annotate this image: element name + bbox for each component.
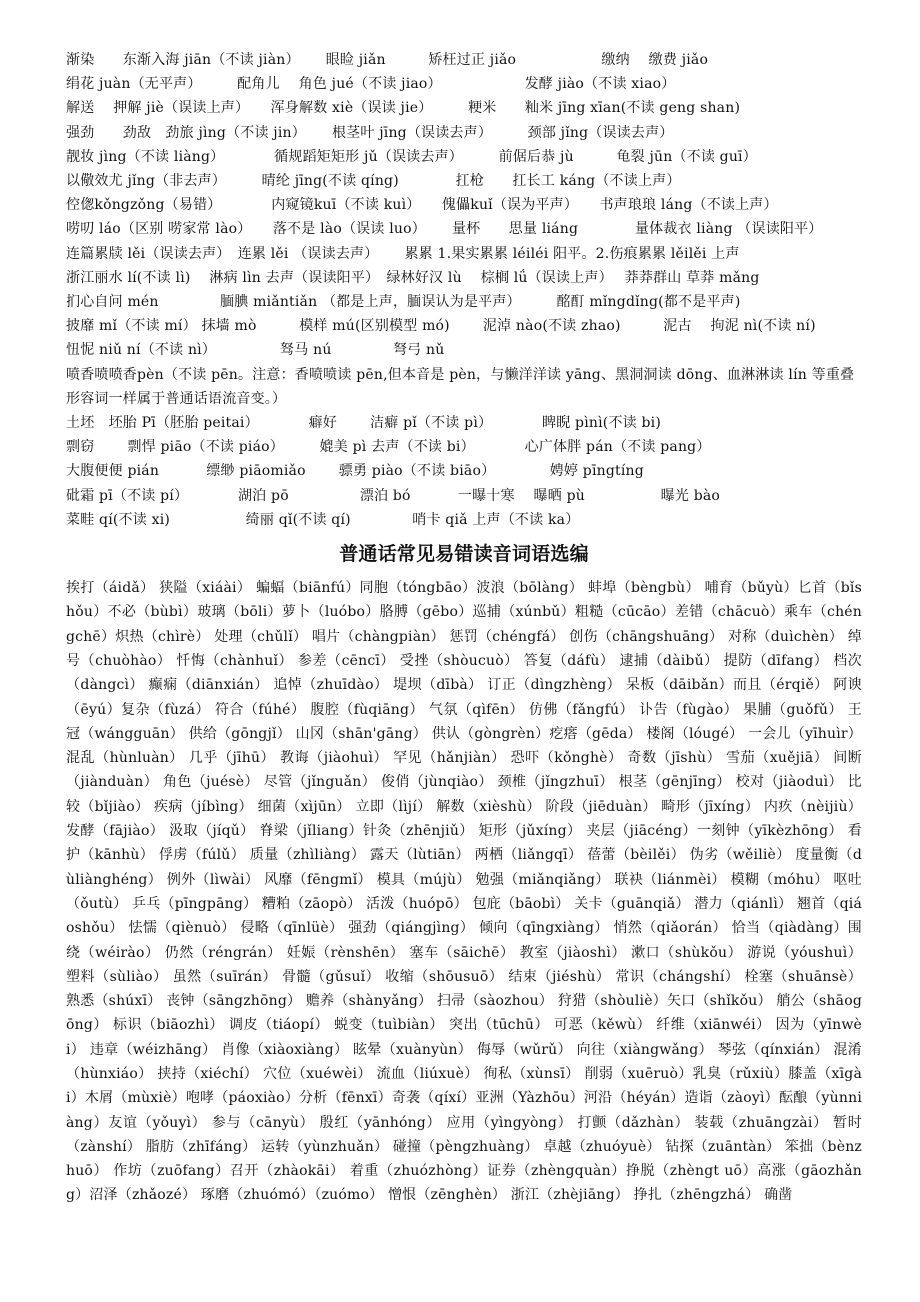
note-line: 忸怩 niǔ ní（不读 nì） 驽马 nú 弩弓 nǔ: [66, 342, 445, 359]
note-line: 扪心自问 mén 腼腆 miǎntiǎn （都是上声，腼误认为是平声） 酩酊 mǐngdǐng(都不是平声): [66, 294, 741, 311]
note-line: 以儆效尤 jǐng（非去声） 晴纶 jīng(不读 qíng) 扛枪 扛长工 káng（不读上声）: [66, 173, 681, 190]
note-line: 剽窃 剽悍 piāo（不读 piáo） 媲美 pì 去声（不读 bi） 心广体胖 pán（不读 pang）: [66, 439, 711, 456]
note-line: 绢花 juàn（无平声） 配角儿 角色 jué（不读 jiao） 发酵 jiào（不读 xiao）: [66, 76, 676, 93]
note-line: 喷香喷喷香pèn（不读 pēn。注意：香喷喷读 pēn,但本音是 pèn，与懒洋洋读 yāng、黑洞洞读 dōng、血淋淋读 lín 等重叠形容词一样属于普通话语流音变。）: [66, 366, 855, 407]
note-line: 砒霜 pī（不读 pí） 湖泊 pō 漂泊 bó 一曝十寒 曝晒 pù 曝光 bào: [66, 487, 721, 504]
note-line: 浙江丽水 lí(不读 lì) 淋病 lìn 去声（误读阳平） 绿林好汉 lù 棕榈 lǘ（误读上声） 莽莽群山 草莽 mǎng: [66, 269, 760, 286]
note-line: 连篇累牍 lěi（误读去声） 连累 lěi （误读去声） 累累 1.果实累累 léiléi 阳平。2.伤痕累累 lěilěi 上声: [66, 245, 740, 262]
section-title: 普通话常见易错读音词语选编: [339, 543, 589, 566]
document-page: [66, 48, 862, 1208]
note-line: 渐染 东渐入海 jiān（不读 jiàn） 眼睑 jiǎn 矫枉过正 jiǎo 缴纳 缴费 jiǎo: [66, 52, 709, 68]
note-line: 靓妆 jìng（不读 liàng） 循规蹈矩矩形 jǔ（误读去声） 前倨后恭 jù 龟裂 jūn（不读 guī）: [66, 148, 757, 165]
note-line: 倥偬kǒngzǒng（易错） 内窥镜kuī（不读 kuì） 傀儡kuǐ（误为平声） 书声琅琅 láng（不读上声）: [66, 197, 778, 214]
note-line: 强劲 劲敌 劲旅 jìng（不读 jin） 根茎叶 jīng（误读去声） 颈部 jǐng（误读去声）: [66, 124, 674, 141]
word-list-paragraph: 挨打（áidǎ） 狭隘（xiáài） 蝙蝠（biānfú）同胞（tóngbāo）波浪（bōlàng） 蚌埠（bèngbù） 哺育（bǔyù）匕首（bǐshǒu）不必（bùbì）玻璃（bōli）萝卜（luóbo）胳膊（gēbo）巡捕（xúnbǔ）粗糙（cūcāo）差错（chācuò）乘车（chéngchē）炽热（chìrè） 处理（chǔlǐ） 唱片（chàngpiàn） 惩罚（chéngfá） 创伤（chāngshuāng） 对称（duìchèn） 绰号（chuòhào） 忏悔（chànhuǐ） 参差（cēncī） 受挫（shòucuò） 答复（dáfù） 逮捕（dàibǔ） 提防（dīfang） 档次（dàngcì） 癫痫（diānxián） 追悼（zhuīdào） 堤坝（dībà） 订正（dìngzhèng） 呆板（dāibǎn）而且（érqiě） 阿谀（ēyú）复杂（fùzá） 符合（fúhé） 腹腔（fùqiāng） 气氛（qìfēn） 仿佛（fǎngfú） 讣告（fùgào） 果脯（guǒfǔ） 王冠（wángguān） 供给（gōngjǐ） 山冈（shān'gāng） 供认（gòngrèn）疙瘩（gēda） 楼阁（lóugé） 一会儿（yīhuìr） 混乱（hùnluàn） 几乎（jīhū） 教诲（jiàohuì） 罕见（hǎnjiàn） 恐吓（kǒnghè） 奇数（jīshù） 雪茄（xuějiā） 间断（jiànduàn） 角色（juésè） 尽管（jǐnguǎn） 俊俏（jùnqiào） 颈椎（jǐngzhuī） 根茎（gēnjīng） 校对（jiàoduì） 比较（bǐjiào） 疾病（jíbìng） 细菌（xìjūn） 立即（lìjí） 解数（xièshù） 阶段（jiēduàn） 畸形（jīxíng） 内疚（nèijiù） 发酵（fājiào） 汲取（jíqǔ） 脊梁（jǐliang）针灸（zhēnjiǔ） 矩形（jǔxíng） 夹层（jiācéng）一刻钟（yīkèzhōng） 看护（kānhù） 俘虏（fúlǔ） 质量（zhìliàng） 露天（lùtiān） 两栖（liǎngqī） 蓓蕾（bèilěi） 伪劣（wěiliè） 度量衡（dùliànghéng） 例外（lìwài） 风靡（fēngmǐ） 模具（mújù） 勉强（miǎnqiǎng） 联袂（liánmèi） 模糊（móhu） 呕吐（ǒutù） 乒乓（pīngpāng） 糟粕（zāopò） 活泼（huópō） 包庇（bāobì） 关卡（guānqiǎ） 潜力（qiánlì） 翘首（qiáoshǒu） 怯懦（qiènuò） 侵略（qīnlüè） 强劲（qiángjìng） 倾向（qīngxiàng） 悄然（qiǎorán） 恰当（qiàdàng）围绕（wéirào） 仍然（réngrán） 妊娠（rènshēn） 塞车（sāichē） 教室（jiàoshì） 漱口（shùkǒu） 游说（yóushuì） 塑料（sùliào） 虽然（suīrán） 骨髓（gǔsuǐ） 收缩（shōusuō） 结束（jiéshù） 常识（chángshí） 栓塞（shuānsè） 熟悉（shúxī） 丧钟（sāngzhōng） 赡养（shànyǎng） 扫帚（sàozhou） 狩猎（shòuliè）矢口（shǐkǒu） 艄公（shāogōng） 标识（biāozhì） 调皮（tiáopí） 蜕变（tuìbiàn） 突出（tūchū） 可恶（kěwù） 纤维（xiānwéi） 因为（yīnwèi） 违章（wéizhāng） 肖像（xiàoxiàng） 眩晕（xuànyùn） 侮辱（wǔrǔ） 向往（xiàngwǎng） 琴弦（qínxián） 混淆（hùnxiáo） 挟持（xiéchí） 穴位（xuéwèi） 流血（liúxuè） 徇私（xùnsī） 削弱（xuēruò）乳臭（rǔxiù）膝盖（xīgài）木屑（mùxiè）咆哮（páoxiào）分析（fēnxī）奇袭（qíxí）亚洲（Yàzhōu）河沿（héyán）造诣（zàoyì）酝酿（yùnniàng）友谊（yǒuyì） 参与（cānyù） 殷红（yānhóng） 应用（yìngyòng） 打颤（dǎzhàn） 装载（zhuāngzài） 暂时（zànshí） 脂肪（zhīfáng） 运转（yùnzhuǎn） 碰撞（pèngzhuàng） 卓越（zhuóyuè） 钻探（zuāntàn） 笨拙（bènzhuō） 作坊（zuōfang）召开（zhàokāi） 着重（zhuózhòng）证券（zhèngquàn）挣脱（zhèngt uō）高涨（gāozhǎng）沼泽（zhǎozé） 琢磨（zhuómó）（zuómo） 憎恨（zēnghèn） 浙江（zhèjiāng） 挣扎（zhēngzhá） 确凿: [66, 580, 862, 1204]
note-line: 菜畦 qí(不读 xi) 绮丽 qǐ(不读 qí) 哨卡 qiǎ 上声（不读 ka）: [66, 511, 580, 528]
note-line: 大腹便便 pián 缥缈 piāomiǎo 骠勇 piào（不读 biāo） 娉婷 pīngtíng: [66, 463, 644, 480]
note-line: 解送 押解 jiè（误读上声） 浑身解数 xiè（误读 jie） 粳米 籼米 jīng xīan(不读 geng shan): [66, 100, 741, 117]
pronunciation-notes: [66, 48, 862, 532]
note-line: 土坯 坯胎 Pī（胚胎 peitai） 癖好 洁癖 pǐ（不读 pì） 睥睨 pìnì(不读 bi): [66, 415, 661, 432]
note-line: 披靡 mǐ（不读 mí） 抹墙 mò 模样 mú(区别模型 mó) 泥淖 nào(不读 zhao) 泥古 拘泥 nì(不读 ní): [66, 318, 816, 335]
note-line: 唠叨 láo（区别 唠家常 lào） 落不是 lào（误读 luo） 量杯 思量 liáng 量体裁衣 liàng （误读阳平）: [66, 221, 823, 238]
